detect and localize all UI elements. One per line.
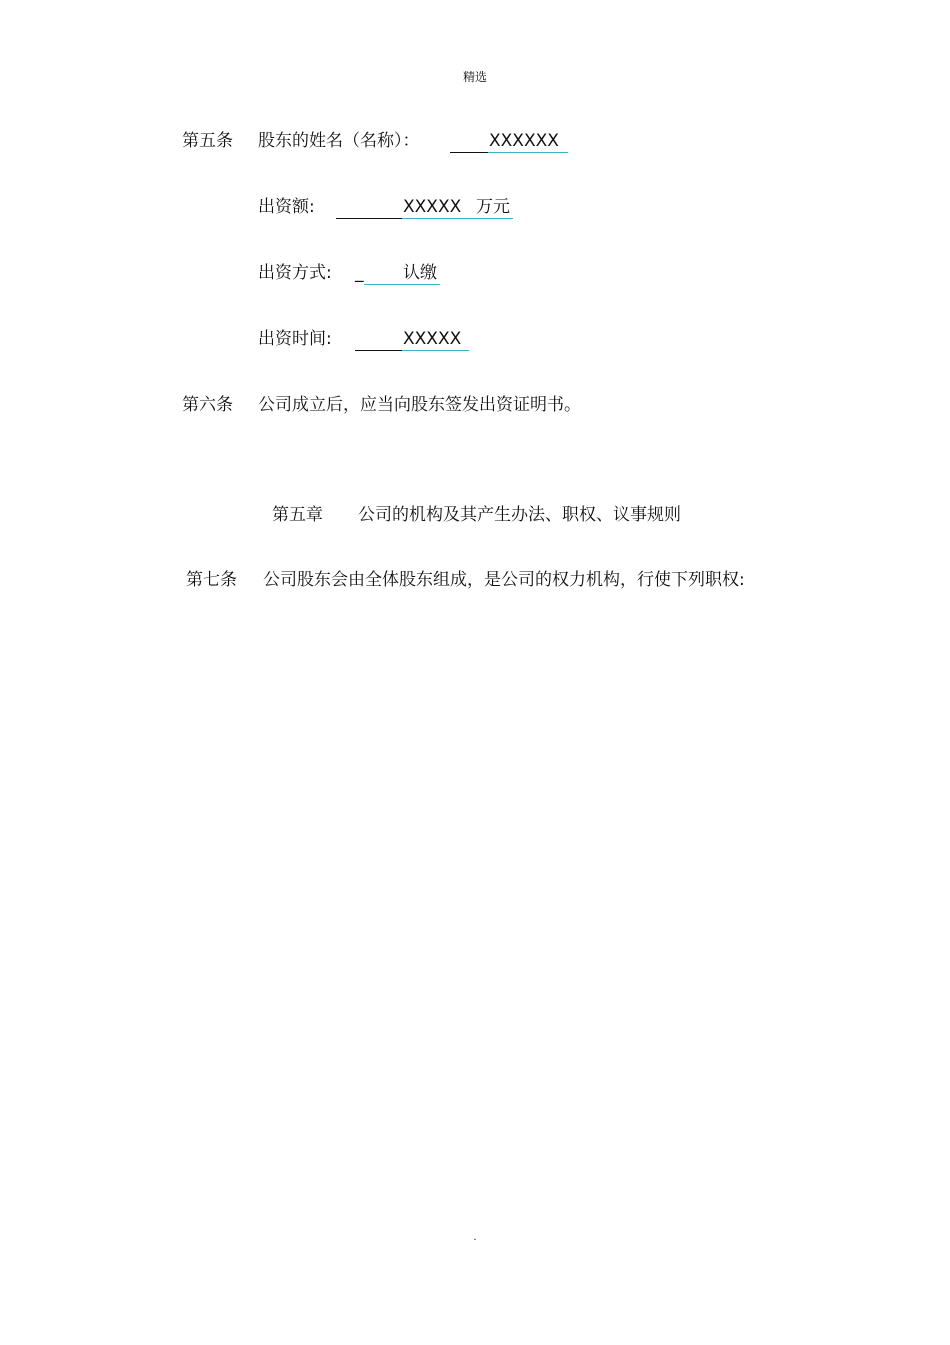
contribution-method-prefix: _ <box>355 263 364 283</box>
capital-amount-value: XXXXX <box>403 197 462 217</box>
page-footer-mark: . <box>473 1232 477 1243</box>
capital-amount-unit: 万元 <box>476 197 510 217</box>
article-6-text: 公司成立后，应当向股东签发出资证明书。 <box>258 395 581 415</box>
contribution-method-label: 出资方式: <box>258 263 332 283</box>
shareholder-name-field-underline <box>488 152 568 153</box>
shareholder-name-value: XXXXXX <box>489 131 559 151</box>
shareholder-name-label: 股东的姓名（名称）： <box>258 131 420 151</box>
article-6-number: 第六条 <box>182 395 233 415</box>
capital-amount-field-underline <box>402 218 513 219</box>
capital-amount-label: 出资额: <box>258 197 315 217</box>
capital-amount-blank-line <box>336 218 402 219</box>
chapter-5-title: 公司的机构及其产生办法、职权、议事规则 <box>358 505 681 525</box>
chapter-5-number: 第五章 <box>272 505 323 525</box>
contribution-method-value: 认缴 <box>403 263 437 283</box>
article-7-text: 公司股东会由全体股东组成，是公司的权力机构，行使下列职权: <box>263 570 745 590</box>
contribution-time-value: XXXXX <box>403 329 462 349</box>
page-header: 精选 <box>462 70 487 84</box>
contribution-method-field-underline <box>364 284 440 285</box>
contribution-time-field-underline <box>402 350 469 351</box>
article-7-number: 第七条 <box>186 570 237 590</box>
article-5-number: 第五条 <box>182 131 233 151</box>
shareholder-name-blank-line <box>450 152 488 153</box>
contribution-time-label: 出资时间: <box>258 329 332 349</box>
contribution-time-blank-line <box>355 350 402 351</box>
